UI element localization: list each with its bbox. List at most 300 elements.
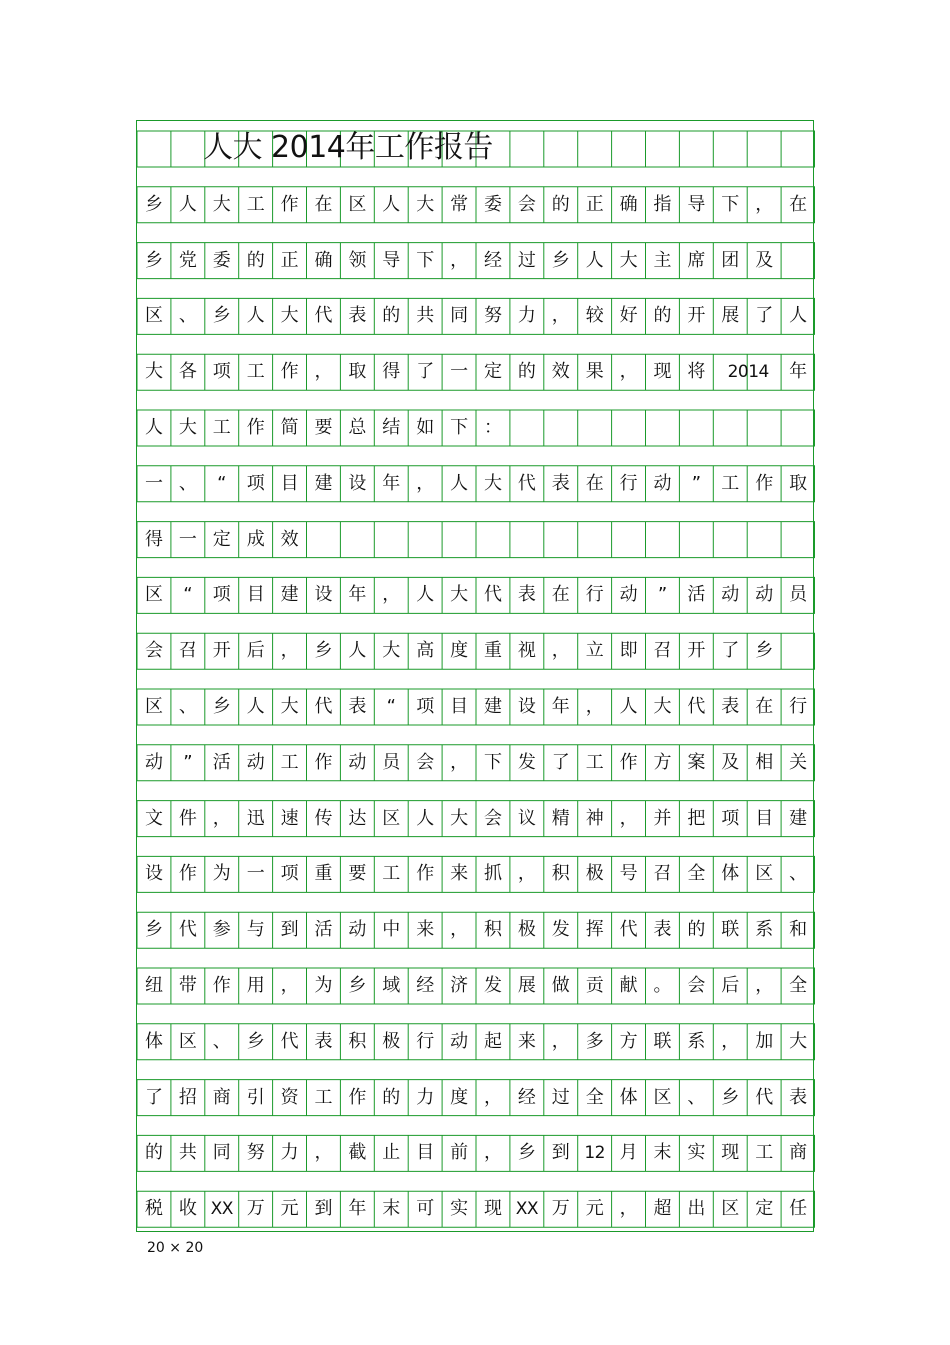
- grid-char: 作: [280, 193, 299, 215]
- grid-char: ，: [585, 696, 604, 717]
- grid-lines: [137, 121, 815, 1233]
- grid-char: 在: [789, 193, 808, 215]
- grid-char: 表: [517, 584, 536, 606]
- grid-char: ，: [450, 249, 469, 271]
- grid-char: 领: [348, 249, 367, 271]
- grid-char: 得: [145, 528, 163, 550]
- grid-char: 效: [551, 361, 570, 383]
- grid-char: ，: [280, 975, 299, 996]
- grid-char: 了: [145, 1086, 163, 1108]
- grid-char: 的: [145, 1142, 163, 1164]
- grid-char: 动: [145, 751, 163, 773]
- grid-char: ，: [314, 1142, 333, 1164]
- grid-char: 件: [178, 807, 197, 829]
- grid-char: 出: [687, 1198, 706, 1220]
- grid-char: ，: [382, 584, 401, 606]
- grid-char: 果: [585, 361, 604, 383]
- grid-char: 设: [517, 696, 536, 717]
- grid-char: 纽: [145, 975, 163, 996]
- grid-char: 代: [687, 696, 706, 717]
- grid-char: 共: [416, 305, 435, 327]
- grid-char: 乡: [145, 249, 163, 271]
- grid-char: 的: [382, 305, 401, 327]
- grid-char: ，: [517, 863, 536, 885]
- grid-char: 委: [484, 193, 502, 215]
- grid-char: 迅: [246, 807, 265, 829]
- grid-char: 人: [246, 696, 265, 717]
- grid-char: 导: [382, 249, 401, 271]
- grid-char: 各: [178, 361, 197, 383]
- grid-char: 动: [246, 751, 265, 773]
- grid-char: 实: [687, 1142, 706, 1164]
- grid-char: 展: [517, 975, 536, 996]
- grid-char: 设: [348, 472, 367, 494]
- grid-char: 力: [517, 305, 536, 327]
- grid-char: 一: [178, 528, 197, 550]
- grid-char: 大: [619, 249, 638, 271]
- grid-char: 元: [585, 1198, 604, 1220]
- grid-char: 导: [687, 193, 706, 215]
- grid-char: 表: [653, 919, 672, 941]
- grid-char: 的: [653, 305, 672, 327]
- grid-char: 年: [789, 361, 808, 383]
- grid-char: “: [183, 584, 193, 606]
- grid-char: 大: [145, 361, 163, 383]
- grid-char: 在: [314, 193, 333, 215]
- grid-char: 表: [348, 305, 367, 327]
- grid-char: 即: [619, 640, 638, 662]
- grid-char: 到: [314, 1198, 333, 1220]
- grid-char: 发: [551, 919, 570, 941]
- grid-char: 现: [653, 361, 672, 383]
- grid-char: 共: [178, 1142, 197, 1164]
- grid-char: ，: [280, 640, 299, 662]
- grid-char: 下: [721, 193, 740, 215]
- grid-char: 目: [246, 584, 265, 606]
- grid-char: 效: [280, 528, 299, 550]
- grid-char: 献: [619, 975, 638, 996]
- grid-char: 精: [551, 807, 570, 829]
- grid-char: 得: [382, 361, 401, 383]
- manuscript-grid: [136, 120, 814, 1232]
- grid-char: 动: [348, 751, 367, 773]
- grid-char: “: [217, 472, 227, 494]
- grid-char: 的: [687, 919, 706, 941]
- grid-char: 乡: [145, 919, 163, 941]
- grid-char: 现: [721, 1142, 740, 1164]
- grid-char: 活: [314, 919, 333, 941]
- grid-char: 召: [653, 640, 672, 662]
- grid-char: 方: [653, 751, 672, 773]
- grid-char: “: [386, 696, 396, 717]
- grid-char: 较: [585, 305, 604, 327]
- grid-char: 表: [551, 472, 570, 494]
- grid-char: 区: [145, 305, 163, 327]
- grid-char: 招: [178, 1086, 197, 1108]
- grid-char: 、: [178, 696, 197, 717]
- grid-char: ，: [755, 193, 774, 215]
- grid-char: 元: [280, 1198, 299, 1220]
- grid-char: 中: [382, 919, 401, 941]
- grid-char: 要: [348, 863, 367, 885]
- grid-char: 员: [382, 751, 401, 773]
- grid-char: 来: [450, 863, 469, 885]
- grid-char: ”: [657, 584, 668, 606]
- grid-char: 的: [246, 249, 265, 271]
- grid-char: 体: [619, 1086, 638, 1108]
- grid-char: ：: [484, 417, 502, 438]
- grid-char: 度: [450, 1086, 469, 1108]
- grid-char: 区: [721, 1198, 740, 1220]
- grid-char: 及: [721, 751, 740, 773]
- grid-char: 席: [687, 249, 706, 271]
- grid-char: 和: [789, 919, 808, 941]
- grid-char: 万: [246, 1198, 265, 1220]
- grid-char: 到: [280, 919, 299, 941]
- grid-char: 的: [551, 193, 570, 215]
- grid-char: 总: [348, 417, 367, 438]
- grid-char: 人: [382, 193, 401, 215]
- grid-char: 行: [619, 472, 638, 494]
- grid-char: ，: [619, 1198, 638, 1220]
- grid-char: 及: [755, 249, 774, 271]
- grid-char: 乡: [517, 1142, 536, 1164]
- grid-char: 过: [517, 249, 536, 271]
- grid-char: 建: [314, 472, 333, 494]
- grid-char: 传: [314, 807, 333, 829]
- grid-char: 作: [348, 1086, 367, 1108]
- grid-char: 开: [687, 305, 706, 327]
- grid-char: 了: [755, 305, 774, 327]
- grid-char: 委: [212, 249, 231, 271]
- grid-char: 过: [551, 1086, 570, 1108]
- grid-char: 任: [789, 1198, 808, 1220]
- grid-char: ”: [691, 472, 702, 494]
- grid-char: 代: [484, 584, 502, 606]
- grid-char: 大: [450, 807, 469, 829]
- grid-char: 结: [382, 417, 401, 438]
- grid-char: 参: [212, 919, 231, 941]
- grid-char: 乡: [314, 640, 333, 662]
- grid-char: 现: [484, 1198, 502, 1220]
- grid-char: 方: [619, 1030, 638, 1052]
- grid-char: XX: [515, 1199, 539, 1220]
- grid-char: 动: [755, 584, 774, 606]
- grid-char: 表: [348, 696, 367, 717]
- grid-char: 资: [280, 1086, 299, 1108]
- grid-char: 好: [619, 305, 638, 327]
- grid-char: 正: [280, 249, 299, 271]
- grid-char: 与: [246, 919, 265, 941]
- grid-char: 开: [687, 640, 706, 662]
- grid-char: 指: [653, 193, 672, 215]
- grid-char: 常: [450, 193, 469, 215]
- grid-char: 乡: [212, 305, 231, 327]
- grid-char: 月: [619, 1142, 638, 1164]
- grid-char: 如: [416, 417, 435, 438]
- grid-char: 要: [314, 417, 333, 438]
- grid-char: 发: [517, 751, 536, 773]
- grid-char: 万: [551, 1198, 570, 1220]
- grid-char: 、: [178, 472, 197, 494]
- grid-char: 下: [484, 751, 502, 773]
- grid-char: 工: [585, 751, 604, 773]
- grid-char: XX: [210, 1199, 233, 1220]
- grid-char: 经: [517, 1086, 536, 1108]
- grid-char: 案: [687, 751, 706, 773]
- grid-char: 活: [687, 584, 706, 606]
- grid-char: 文: [145, 807, 163, 829]
- grid-char: 工: [212, 417, 231, 438]
- grid-char: 作: [246, 417, 265, 438]
- grid-char: 视: [517, 640, 536, 662]
- grid-char: 人: [416, 584, 435, 606]
- grid-char: 区: [348, 193, 367, 215]
- grid-char: 体: [145, 1030, 163, 1052]
- grid-char: 神: [585, 807, 604, 829]
- grid-char: 前: [450, 1142, 469, 1164]
- grid-char: 年: [348, 584, 367, 606]
- grid-char: 立: [585, 640, 604, 662]
- grid-char: 大: [416, 193, 435, 215]
- grid-char: 大: [450, 584, 469, 606]
- grid-char: 经: [484, 249, 502, 271]
- grid-char: 确: [314, 249, 333, 271]
- grid-char: 关: [789, 751, 808, 773]
- grid-char: 表: [314, 1030, 333, 1052]
- grid-char: 正: [585, 193, 604, 215]
- grid-char: 济: [450, 975, 469, 996]
- grid-char: 经: [416, 975, 435, 996]
- grid-char: 目: [755, 807, 774, 829]
- grid-char: 力: [416, 1086, 435, 1108]
- grid-char: 取: [789, 472, 808, 494]
- grid-char: 乡: [721, 1086, 740, 1108]
- grid-char: 设: [314, 584, 333, 606]
- grid-char: 简: [280, 417, 299, 438]
- grid-char: 人: [145, 417, 163, 438]
- grid-char: 大: [212, 193, 231, 215]
- grid-char: 作: [280, 361, 299, 383]
- grid-char: 了: [551, 751, 570, 773]
- grid-char: 全: [687, 863, 706, 885]
- grid-char: 抓: [484, 863, 502, 885]
- grid-char: 项: [416, 696, 435, 717]
- grid-char: 乡: [246, 1030, 265, 1052]
- grid-char: 引: [246, 1086, 265, 1108]
- grid-char: 会: [484, 807, 502, 829]
- grid-char: 动: [721, 584, 740, 606]
- grid-char: 代: [755, 1086, 774, 1108]
- grid-char: 、: [687, 1086, 706, 1108]
- grid-char: 会: [687, 975, 706, 996]
- grid-char: 一: [145, 472, 163, 494]
- grid-char: 主: [653, 249, 672, 271]
- grid-char: 动: [348, 919, 367, 941]
- grid-char: 人: [178, 193, 197, 215]
- grid-char: 的: [517, 361, 536, 383]
- grid-char: 议: [517, 807, 536, 829]
- grid-char: 联: [653, 1030, 672, 1052]
- grid-char: 止: [382, 1142, 401, 1164]
- grid-char: 全: [585, 1086, 604, 1108]
- grid-char: 发: [484, 975, 502, 996]
- grid-char: 同: [450, 305, 469, 327]
- grid-char: 加: [755, 1030, 774, 1052]
- grid-char: 建: [484, 696, 502, 717]
- grid-char: 一: [450, 361, 469, 383]
- grid-char: 超: [653, 1198, 672, 1220]
- grid-char: 项: [212, 584, 231, 606]
- grid-char: 会: [416, 751, 435, 773]
- grid-char: 高: [416, 640, 435, 662]
- grid-char: 设: [145, 863, 163, 885]
- grid-char: 了: [721, 640, 740, 662]
- grid-char: 取: [348, 361, 367, 383]
- grid-char: 乡: [755, 640, 774, 662]
- grid-char: 表: [721, 696, 740, 717]
- grid-char: 定: [755, 1198, 774, 1220]
- grid-char: 末: [653, 1142, 672, 1164]
- grid-char: 工: [246, 193, 265, 215]
- grid-char: 区: [145, 696, 163, 717]
- grid-char: 行: [789, 696, 808, 717]
- grid-char: 工: [382, 863, 401, 885]
- grid-char: 会: [517, 193, 536, 215]
- grid-char: 代: [314, 305, 333, 327]
- grid-char: 区: [145, 584, 163, 606]
- grid-char: 末: [382, 1198, 401, 1220]
- grid-char: 作: [619, 751, 638, 773]
- grid-char: ，: [484, 1142, 502, 1164]
- grid-char: 域: [382, 975, 401, 996]
- grid-char: 动: [619, 584, 638, 606]
- document-title: 人大 2014年工作报告: [203, 130, 493, 165]
- grid-char: 作: [755, 472, 774, 494]
- grid-char: 多: [585, 1030, 604, 1052]
- grid-char: 同: [212, 1142, 231, 1164]
- grid-char: 目: [280, 472, 299, 494]
- grid-char: 重: [314, 863, 333, 885]
- grid-size-label: 20 × 20: [147, 1240, 204, 1256]
- grid-char: 起: [484, 1030, 502, 1052]
- grid-char: 召: [653, 863, 672, 885]
- grid-char: 代: [314, 696, 333, 717]
- grid-char: 号: [619, 863, 638, 885]
- grid-char: 12: [584, 1143, 605, 1164]
- grid-char: 。: [653, 975, 672, 996]
- grid-char: 乡: [348, 975, 367, 996]
- grid-char: 项: [280, 863, 299, 885]
- grid-char: ，: [450, 751, 469, 773]
- grid-char: 下: [416, 249, 435, 271]
- grid-char: 2014: [727, 362, 769, 383]
- grid-char: 在: [551, 584, 570, 606]
- grid-char: 为: [314, 975, 333, 996]
- grid-char: 极: [517, 919, 536, 941]
- grid-char: 积: [551, 863, 570, 885]
- grid-char: 极: [382, 1030, 401, 1052]
- grid-char: 挥: [585, 919, 604, 941]
- grid-char: 乡: [212, 696, 231, 717]
- grid-char: ，: [551, 305, 570, 327]
- grid-char: 全: [789, 975, 808, 996]
- grid-char: ，: [450, 919, 469, 941]
- grid-char: 定: [212, 528, 231, 550]
- grid-char: 乡: [145, 193, 163, 215]
- grid-char: 大: [382, 640, 401, 662]
- grid-char: 极: [585, 863, 604, 885]
- grid-char: 目: [416, 1142, 435, 1164]
- grid-char: 工: [280, 751, 299, 773]
- grid-char: 大: [789, 1030, 808, 1052]
- grid-char: 工: [314, 1086, 333, 1108]
- grid-char: 作: [212, 975, 231, 996]
- grid-char: 实: [450, 1198, 469, 1220]
- grid-char: 联: [721, 919, 740, 941]
- grid-char: 用: [246, 975, 265, 996]
- grid-char: 项: [246, 472, 265, 494]
- grid-char: 工: [246, 361, 265, 383]
- grid-char: 大: [484, 472, 502, 494]
- grid-char: 代: [280, 1030, 299, 1052]
- grid-char: 年: [382, 472, 401, 494]
- grid-char: 收: [178, 1198, 197, 1220]
- grid-char: 做: [551, 975, 570, 996]
- grid-char: 截: [348, 1142, 367, 1164]
- grid-char: 商: [789, 1142, 808, 1164]
- grid-char: 人: [348, 640, 367, 662]
- grid-char: 贡: [585, 975, 604, 996]
- grid-char: 将: [687, 361, 706, 383]
- grid-char: 区: [382, 807, 401, 829]
- grid-char: 一: [246, 863, 265, 885]
- grid-char: 努: [246, 1142, 265, 1164]
- grid-char: 区: [653, 1086, 672, 1108]
- grid-char: 动: [450, 1030, 469, 1052]
- grid-char: 工: [755, 1142, 774, 1164]
- grid-char: 后: [721, 975, 740, 996]
- grid-char: 带: [178, 975, 197, 996]
- grid-char: 代: [517, 472, 536, 494]
- grid-char: 代: [619, 919, 638, 941]
- grid-char: 项: [212, 361, 231, 383]
- grid-char: 系: [755, 919, 774, 941]
- grid-char: 体: [721, 863, 740, 885]
- grid-char: 党: [178, 249, 197, 271]
- grid-char: 项: [721, 807, 740, 829]
- grid-char: ，: [212, 807, 231, 829]
- grid-char: 大: [280, 305, 299, 327]
- grid-char: ，: [551, 1030, 570, 1052]
- grid-char: 行: [416, 1030, 435, 1052]
- grid-char: 了: [416, 361, 435, 383]
- grid-char: 力: [280, 1142, 299, 1164]
- grid-char: 作: [416, 863, 435, 885]
- grid-char: 代: [178, 919, 197, 941]
- grid-char: 、: [212, 1030, 231, 1052]
- grid-char: 成: [246, 528, 265, 550]
- grid-char: ，: [551, 640, 570, 662]
- grid-char: 乡: [551, 249, 570, 271]
- grid-char: ，: [619, 807, 638, 829]
- grid-char: 的: [382, 1086, 401, 1108]
- grid-char: 税: [145, 1198, 163, 1220]
- grid-char: 、: [178, 305, 197, 327]
- grid-char: 达: [348, 807, 367, 829]
- grid-char: 作: [314, 751, 333, 773]
- grid-char: 并: [653, 807, 672, 829]
